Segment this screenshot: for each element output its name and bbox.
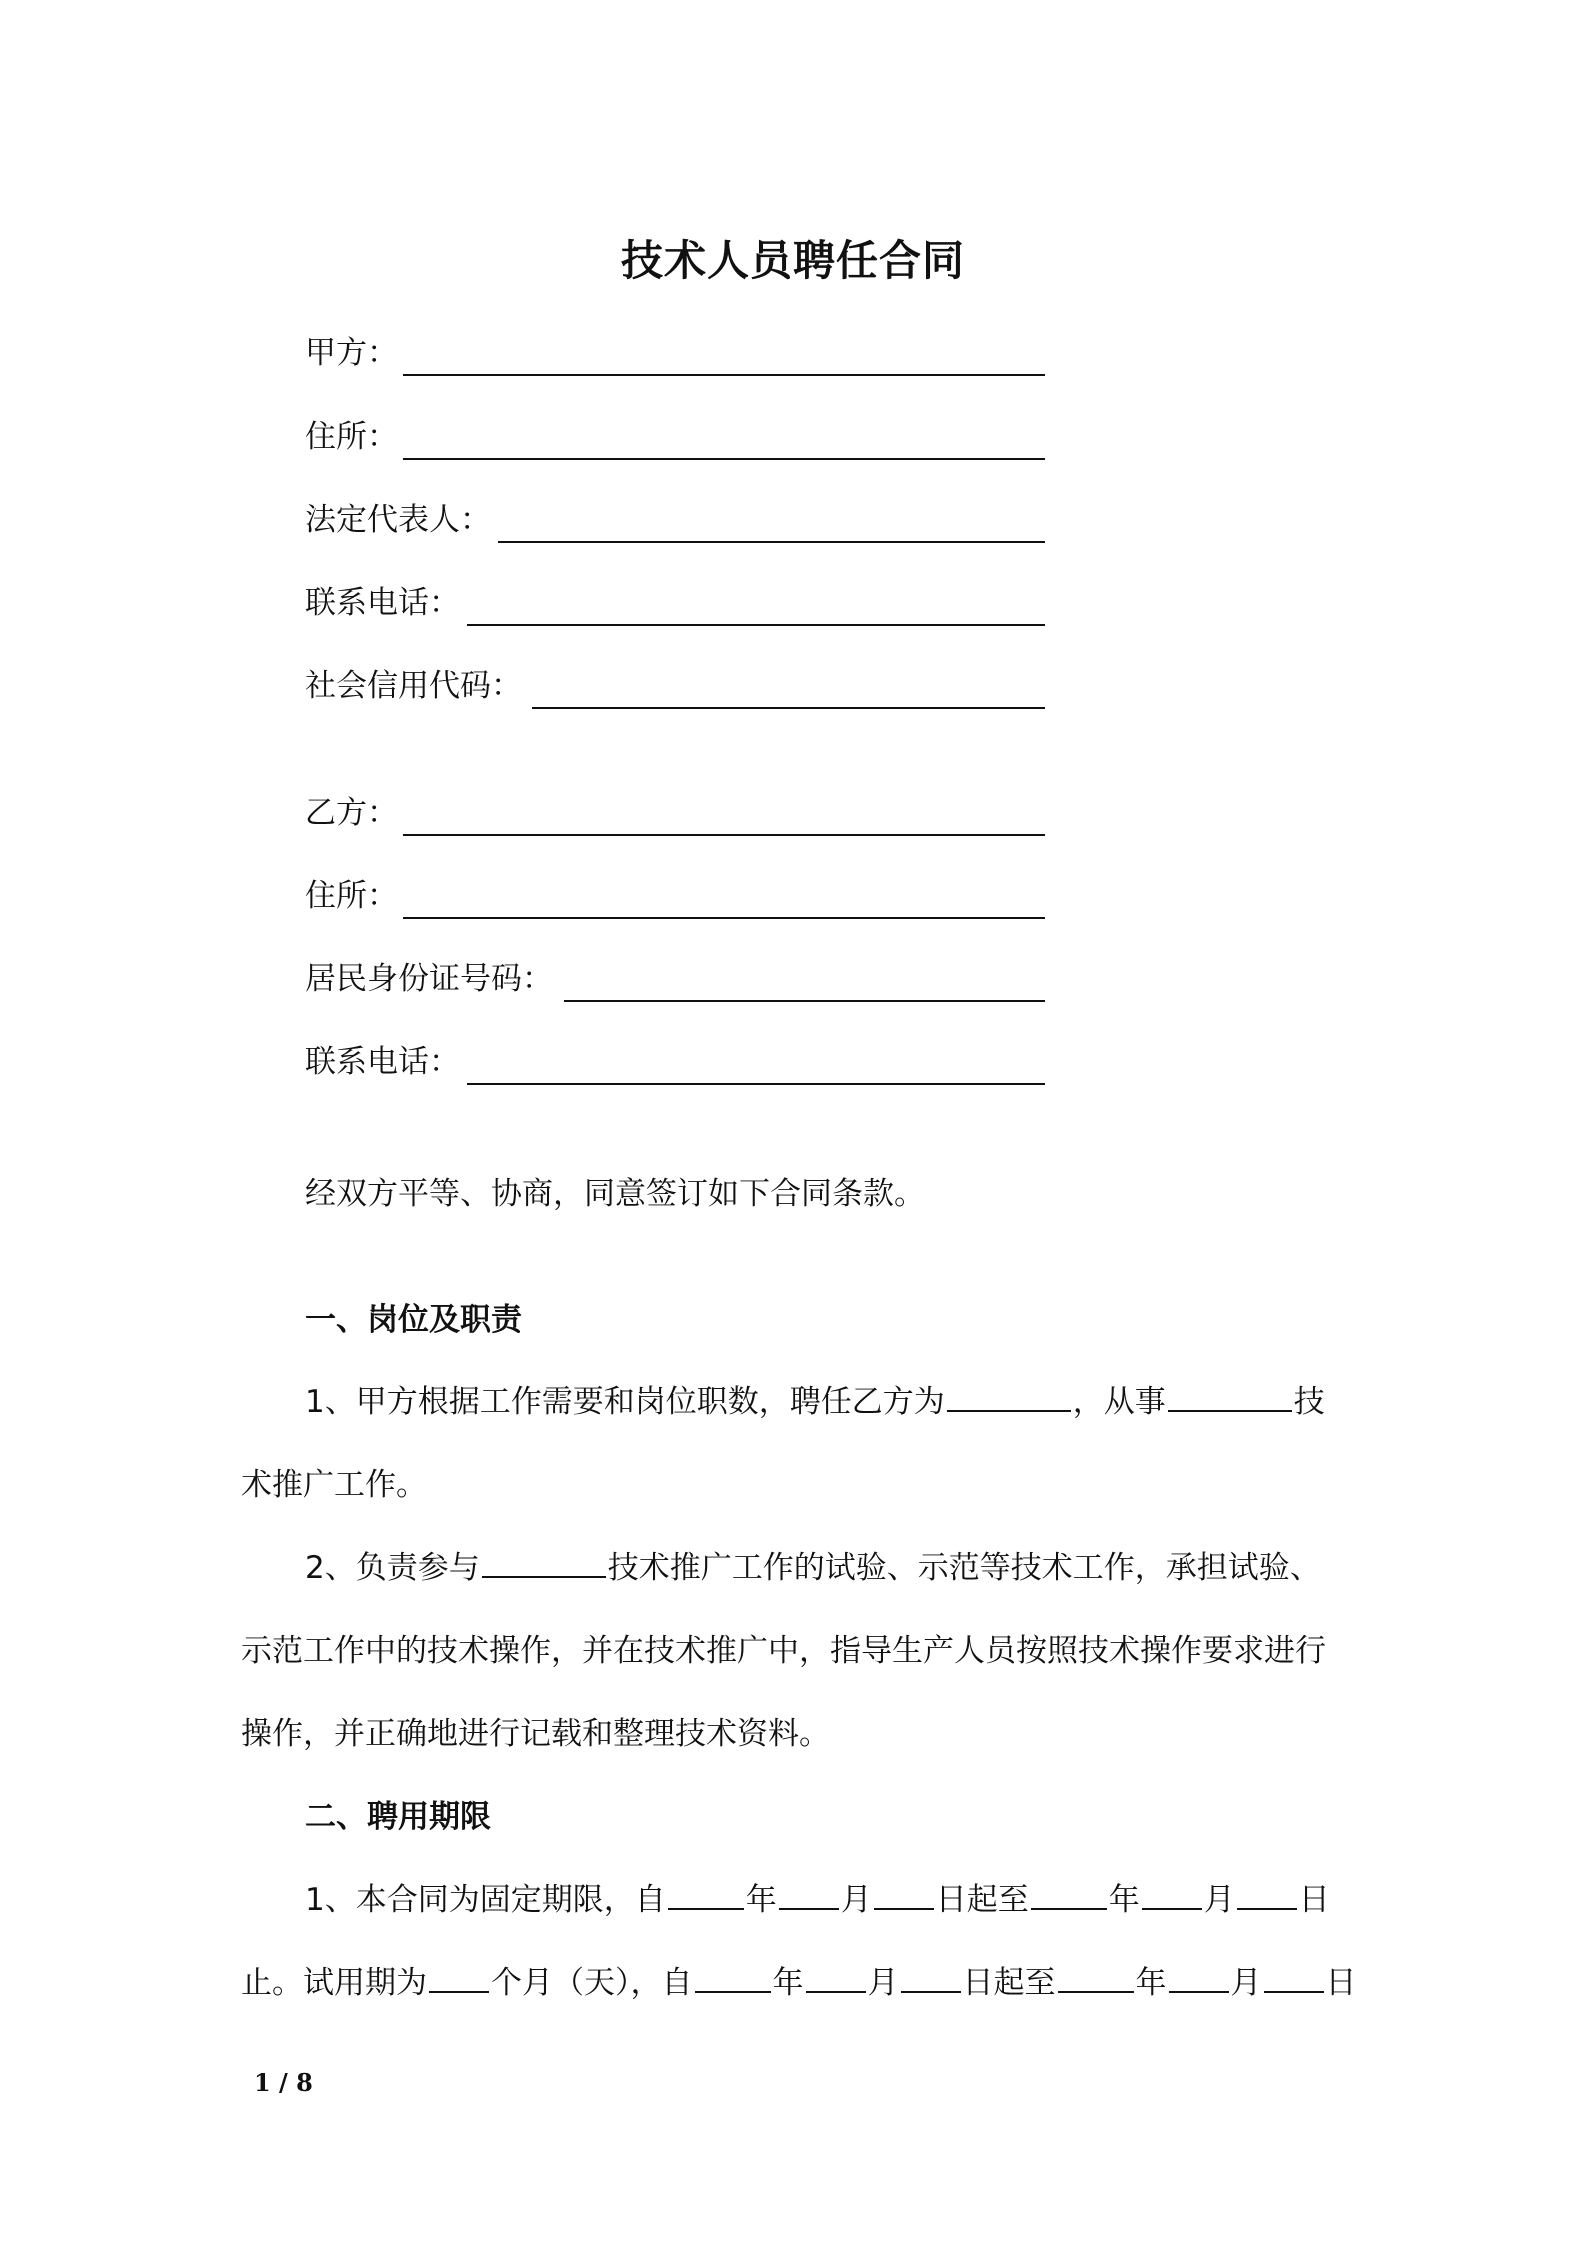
section1-item1-text-c: 技 (1293, 1384, 1325, 1420)
probation-text: 止。试用期为 (241, 1965, 427, 2001)
day-label: 日 (1325, 1965, 1357, 2001)
month-label: 月 (1230, 1965, 1262, 2001)
project-blank[interactable] (482, 1575, 606, 1578)
probation-start-year-blank[interactable] (695, 1990, 771, 1993)
party-a-address-blank[interactable] (403, 458, 1045, 460)
start-day-blank[interactable] (874, 1907, 934, 1910)
party-a-phone-blank[interactable] (467, 624, 1045, 626)
section2-item1-line2 (241, 1957, 1357, 2002)
party-a-name-blank[interactable] (403, 374, 1045, 376)
end-month-blank[interactable] (1142, 1907, 1202, 1910)
section1-item1 (305, 1376, 1325, 1421)
section1-item1-text-a: 1、甲方根据工作需要和岗位职数，聘任乙方为 (305, 1384, 945, 1420)
start-month-blank[interactable] (779, 1907, 839, 1910)
party-b-name-blank[interactable] (403, 834, 1045, 836)
party-a-name-label: 甲方： (305, 335, 398, 371)
party-b-phone-label: 联系电话： (305, 1044, 460, 1080)
party-b-address-label: 住所： (305, 878, 398, 914)
end-year-blank[interactable] (1031, 1907, 1107, 1910)
section1-heading: 一、岗位及职责 (305, 1302, 522, 1338)
section1-item1-text-b: ，从事 (1072, 1384, 1166, 1420)
section2-heading: 二、聘用期限 (305, 1799, 491, 1835)
position-blank[interactable] (947, 1409, 1071, 1412)
party-b-id-label: 居民身份证号码： (305, 961, 553, 997)
party-a-address-label: 住所： (305, 419, 398, 455)
day-from-label: 日起至 (962, 1965, 1056, 2001)
party-b-name-label: 乙方： (305, 795, 398, 831)
section1-item2-line3: 操作，并正确地进行记载和整理技术资料。 (241, 1716, 830, 1752)
section2-item1 (305, 1874, 1330, 1919)
probation-unit-text: 个月（天），自 (491, 1965, 693, 2001)
probation-end-month-blank[interactable] (1169, 1990, 1229, 1993)
intro-text: 经双方平等、协商，同意签订如下合同条款。 (305, 1176, 925, 1212)
section1-item2 (305, 1542, 1321, 1587)
party-a-credit-code-label: 社会信用代码： (305, 668, 522, 704)
field-of-work-blank[interactable] (1168, 1409, 1292, 1412)
section2-item1-text: 1、本合同为固定期限，自 (305, 1882, 666, 1918)
section1-item1-line2: 术推广工作。 (241, 1467, 427, 1503)
probation-end-day-blank[interactable] (1264, 1990, 1324, 1993)
probation-end-year-blank[interactable] (1058, 1990, 1134, 1993)
party-a-legal-rep-blank[interactable] (498, 541, 1045, 543)
party-a-credit-code-blank[interactable] (532, 707, 1045, 709)
probation-start-month-blank[interactable] (806, 1990, 866, 1993)
probation-length-blank[interactable] (429, 1990, 489, 1993)
month-label: 月 (867, 1965, 899, 2001)
party-b-phone-blank[interactable] (467, 1083, 1045, 1085)
year-label: 年 (772, 1965, 804, 2001)
party-a-legal-rep-label: 法定代表人： (305, 502, 491, 538)
year-label: 年 (1108, 1882, 1140, 1918)
section1-item2-text-a: 2、负责参与 (305, 1550, 480, 1586)
day-label: 日 (1298, 1882, 1330, 1918)
start-year-blank[interactable] (668, 1907, 744, 1910)
year-label: 年 (1135, 1965, 1167, 2001)
month-label: 月 (840, 1882, 872, 1918)
day-from-label: 日起至 (935, 1882, 1029, 1918)
party-b-address-blank[interactable] (403, 917, 1045, 919)
section1-item2-text-b: 技术推广工作的试验、示范等技术工作，承担试验、 (607, 1550, 1321, 1586)
probation-start-day-blank[interactable] (901, 1990, 961, 1993)
page-number: 1 / 8 (254, 2068, 313, 2097)
month-label: 月 (1203, 1882, 1235, 1918)
party-b-id-blank[interactable] (564, 1000, 1045, 1002)
year-label: 年 (745, 1882, 777, 1918)
end-day-blank[interactable] (1237, 1907, 1297, 1910)
party-a-phone-label: 联系电话： (305, 585, 460, 621)
section1-item2-line2: 示范工作中的技术操作，并在技术推广中，指导生产人员按照技术操作要求进行 (241, 1633, 1326, 1669)
document-title: 技术人员聘任合同 (620, 236, 965, 285)
